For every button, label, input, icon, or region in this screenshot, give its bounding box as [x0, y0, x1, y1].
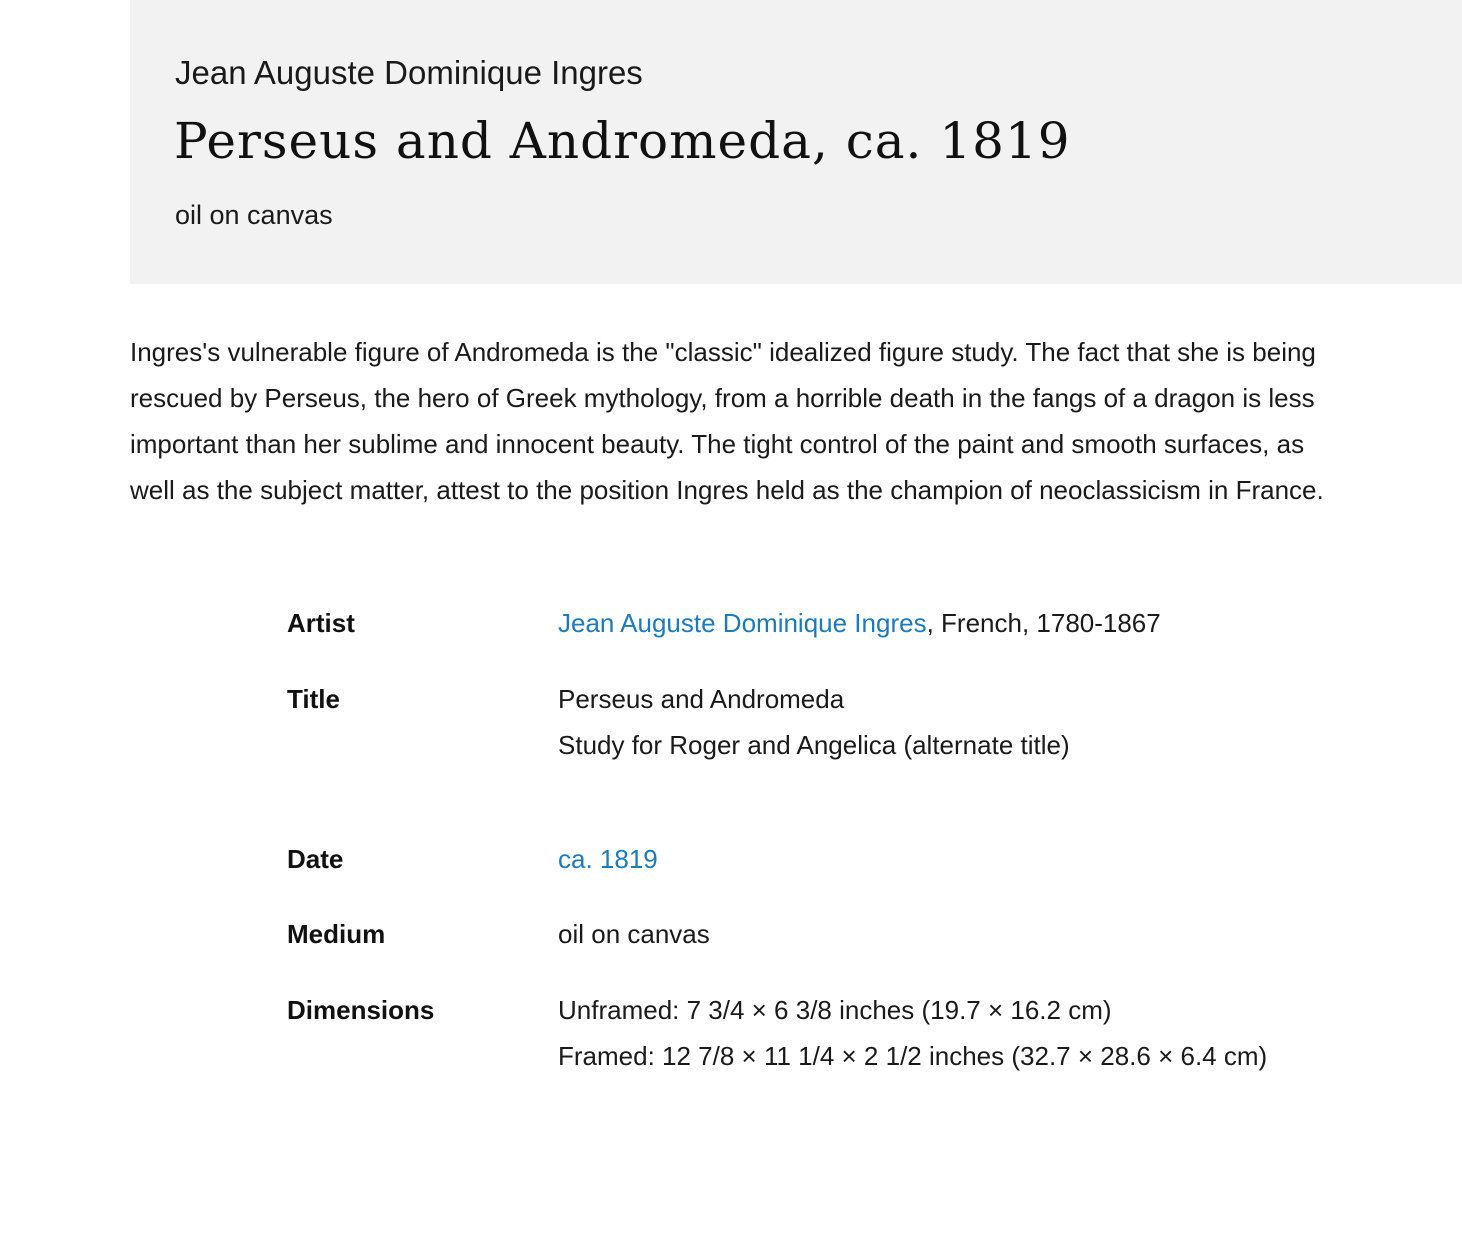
detail-label-medium: Medium	[287, 919, 386, 949]
page-title: Perseus and Andromeda, ca. 1819	[174, 112, 1071, 170]
detail-label-date: Date	[287, 844, 344, 874]
dimensions-framed: Framed: 12 7/8 × 11 1/4 × 2 1/2 inches (32.7 × 28.6 × 6.4 cm)	[558, 1041, 1268, 1071]
dimensions-unframed: Unframed: 7 3/4 × 6 3/8 inches (19.7 × 16.2 cm)	[558, 995, 1112, 1025]
artist-link[interactable]: Jean Auguste Dominique Ingres	[558, 608, 927, 638]
artwork-header	[130, 0, 1462, 284]
detail-value-date	[558, 836, 658, 882]
artist-heading: Jean Auguste Dominique Ingres	[175, 54, 643, 91]
artist-nationality-dates: , French, 1780-1867	[926, 608, 1161, 638]
detail-label-artist: Artist	[287, 608, 355, 638]
detail-label-title: Title	[287, 684, 340, 714]
detail-value-dimensions	[558, 987, 1267, 1079]
detail-value-medium: oil on canvas	[558, 919, 710, 949]
date-link[interactable]: ca. 1819	[558, 844, 658, 874]
title-primary: Perseus and Andromeda	[558, 684, 845, 714]
medium-subtitle: oil on canvas	[175, 200, 333, 230]
detail-value-artist	[558, 600, 1161, 646]
title-alternate: Study for Roger and Angelica (alternate title)	[558, 730, 1070, 760]
detail-value-title	[558, 676, 1070, 768]
detail-label-dimensions: Dimensions	[287, 995, 435, 1025]
artwork-description: Ingres's vulnerable figure of Andromeda is the "classic" idealized figure study. The fact that she is being rescued by Perseus, the hero of Greek mythology, from a horrible death in the fangs of a dragon is less important than her sublime and innocent beauty. The tight control of the paint and smooth surfaces, as well as the subject matter, attest to the position Ingres held as the champion of neoclassicism in France.	[130, 337, 1324, 505]
